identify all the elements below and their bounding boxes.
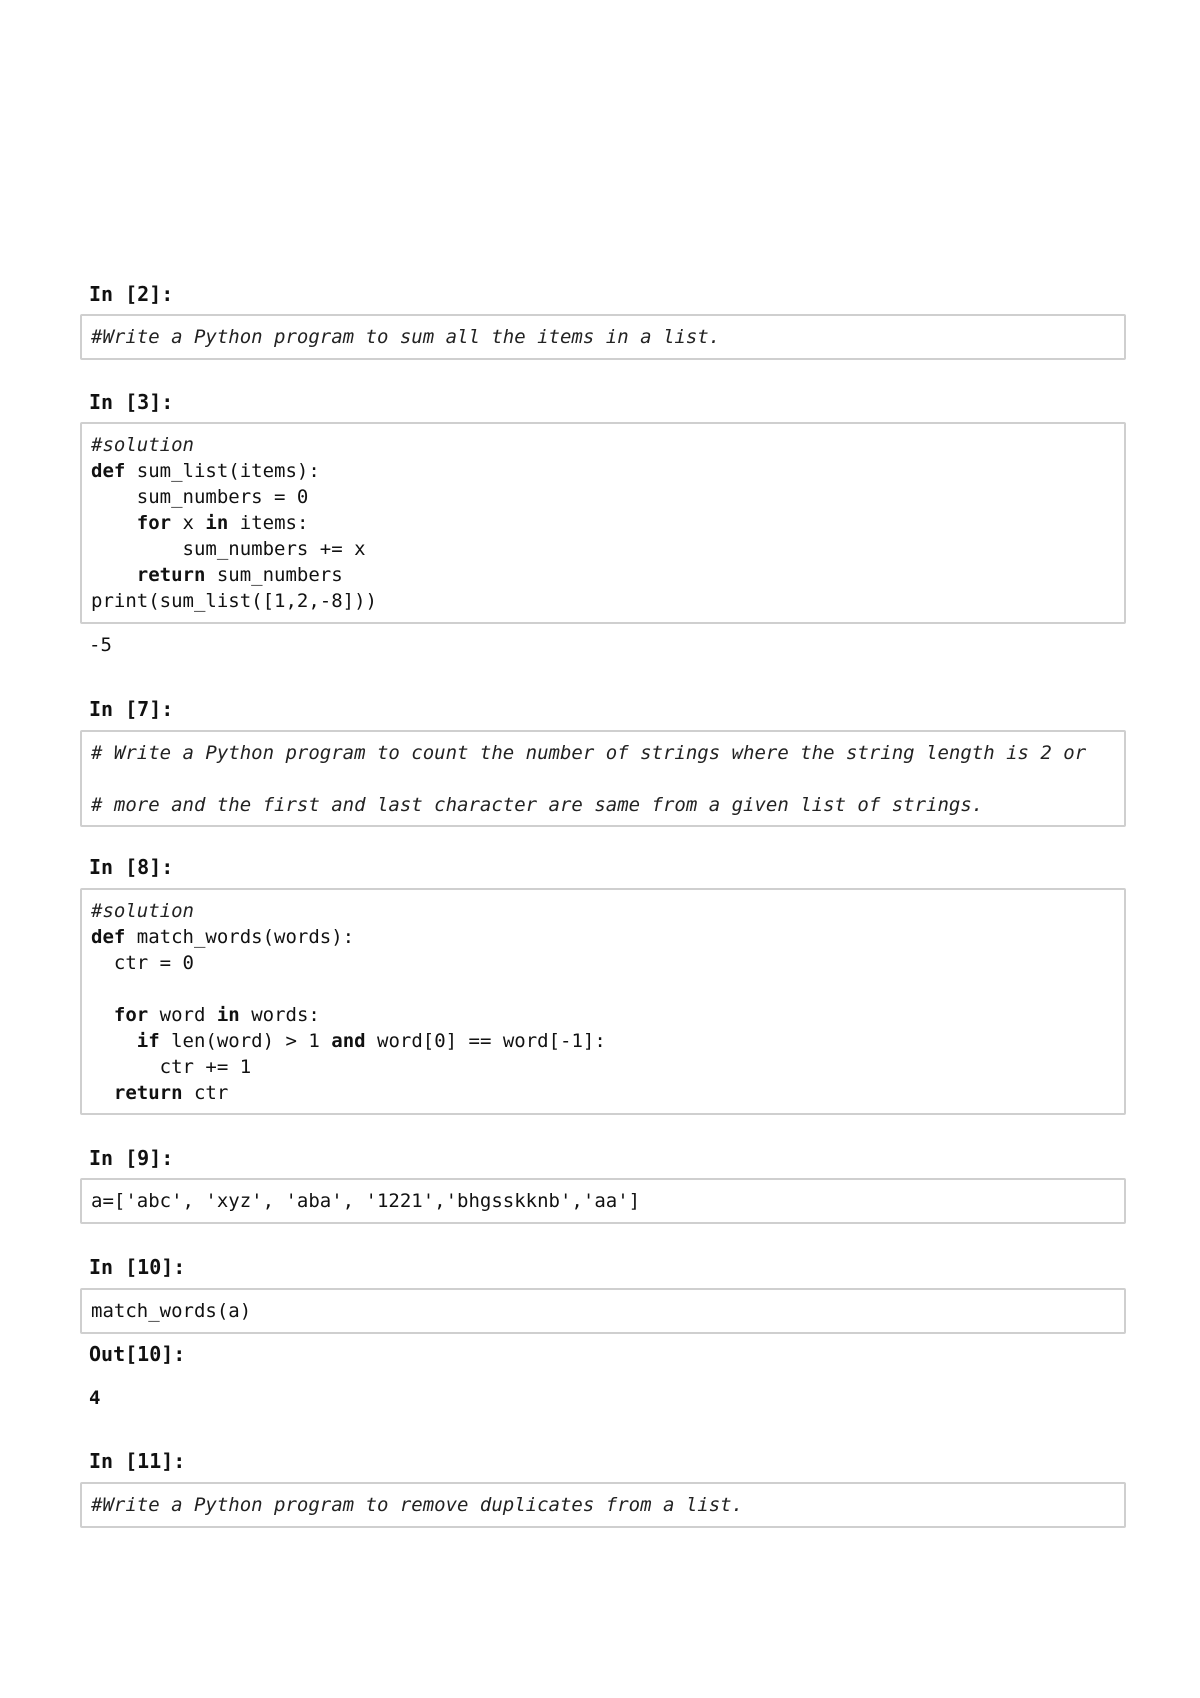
code-line: sum_numbers += x bbox=[91, 538, 366, 560]
keyword: def bbox=[91, 460, 126, 482]
keyword: for bbox=[136, 512, 172, 534]
code-fragment: word[0] == word[-1]: bbox=[365, 1030, 606, 1052]
code-fragment: len(word) > 1 bbox=[159, 1030, 332, 1052]
keyword: for bbox=[113, 1004, 149, 1026]
keyword: in bbox=[205, 512, 229, 534]
cell-8-input[interactable] bbox=[80, 888, 1126, 1115]
cell-3-output: -5 bbox=[89, 634, 112, 656]
code-line: #solution bbox=[91, 434, 194, 456]
code-line: sum_numbers = 0 bbox=[91, 486, 309, 508]
keyword: and bbox=[331, 1030, 366, 1052]
cell-10-out-prompt: Out[10]: bbox=[89, 1342, 186, 1366]
cell-7-input[interactable] bbox=[80, 730, 1126, 827]
code-line: #solution bbox=[91, 900, 194, 922]
code-fragment: items: bbox=[228, 512, 309, 534]
code-line: match_words(words): bbox=[125, 926, 355, 948]
cell-9-prompt: In [9]: bbox=[89, 1146, 174, 1170]
code-line: # Write a Python program to count the number of strings where the string length is 2 or bbox=[91, 742, 1087, 764]
code-fragment: words: bbox=[239, 1004, 320, 1026]
cell-7-prompt: In [7]: bbox=[89, 697, 174, 721]
code-line: # more and the first and last character are same from a given list of strings. bbox=[91, 794, 984, 816]
cell-9-input[interactable] bbox=[80, 1178, 1126, 1224]
cell-10-output: 4 bbox=[89, 1387, 101, 1409]
cell-8-prompt: In [8]: bbox=[89, 855, 174, 879]
cell-3-input[interactable] bbox=[80, 422, 1126, 624]
cell-10-input[interactable] bbox=[80, 1288, 1126, 1334]
code-line: sum_numbers bbox=[205, 564, 343, 586]
code-line: a=['abc', 'xyz', 'aba', '1221','bhgsskknb','aa'] bbox=[91, 1190, 641, 1212]
code-line: ctr += 1 bbox=[91, 1056, 252, 1078]
cell-11-prompt: In [11]: bbox=[89, 1449, 186, 1473]
cell-2-comment: #Write a Python program to sum all the items in a list. bbox=[91, 326, 721, 348]
keyword: return bbox=[113, 1082, 183, 1104]
code-line: ctr bbox=[182, 1082, 229, 1104]
code-fragment: word bbox=[148, 1004, 217, 1026]
cell-2-prompt: In [2]: bbox=[89, 282, 174, 306]
code-line: print(sum_list([1,2,-8])) bbox=[91, 590, 377, 612]
keyword: in bbox=[216, 1004, 240, 1026]
cell-3-prompt: In [3]: bbox=[89, 390, 174, 414]
code-fragment: x bbox=[171, 512, 206, 534]
code-line: sum_list(items): bbox=[125, 460, 320, 482]
keyword: if bbox=[136, 1030, 160, 1052]
cell-11-comment: #Write a Python program to remove duplicates from a list. bbox=[91, 1494, 744, 1516]
cell-11-input[interactable] bbox=[80, 1482, 1126, 1528]
code-line: ctr = 0 bbox=[91, 952, 194, 974]
cell-2-input[interactable] bbox=[80, 314, 1126, 360]
keyword: def bbox=[91, 926, 126, 948]
code-line: match_words(a) bbox=[91, 1300, 252, 1322]
keyword: return bbox=[136, 564, 206, 586]
cell-10-prompt: In [10]: bbox=[89, 1255, 186, 1279]
